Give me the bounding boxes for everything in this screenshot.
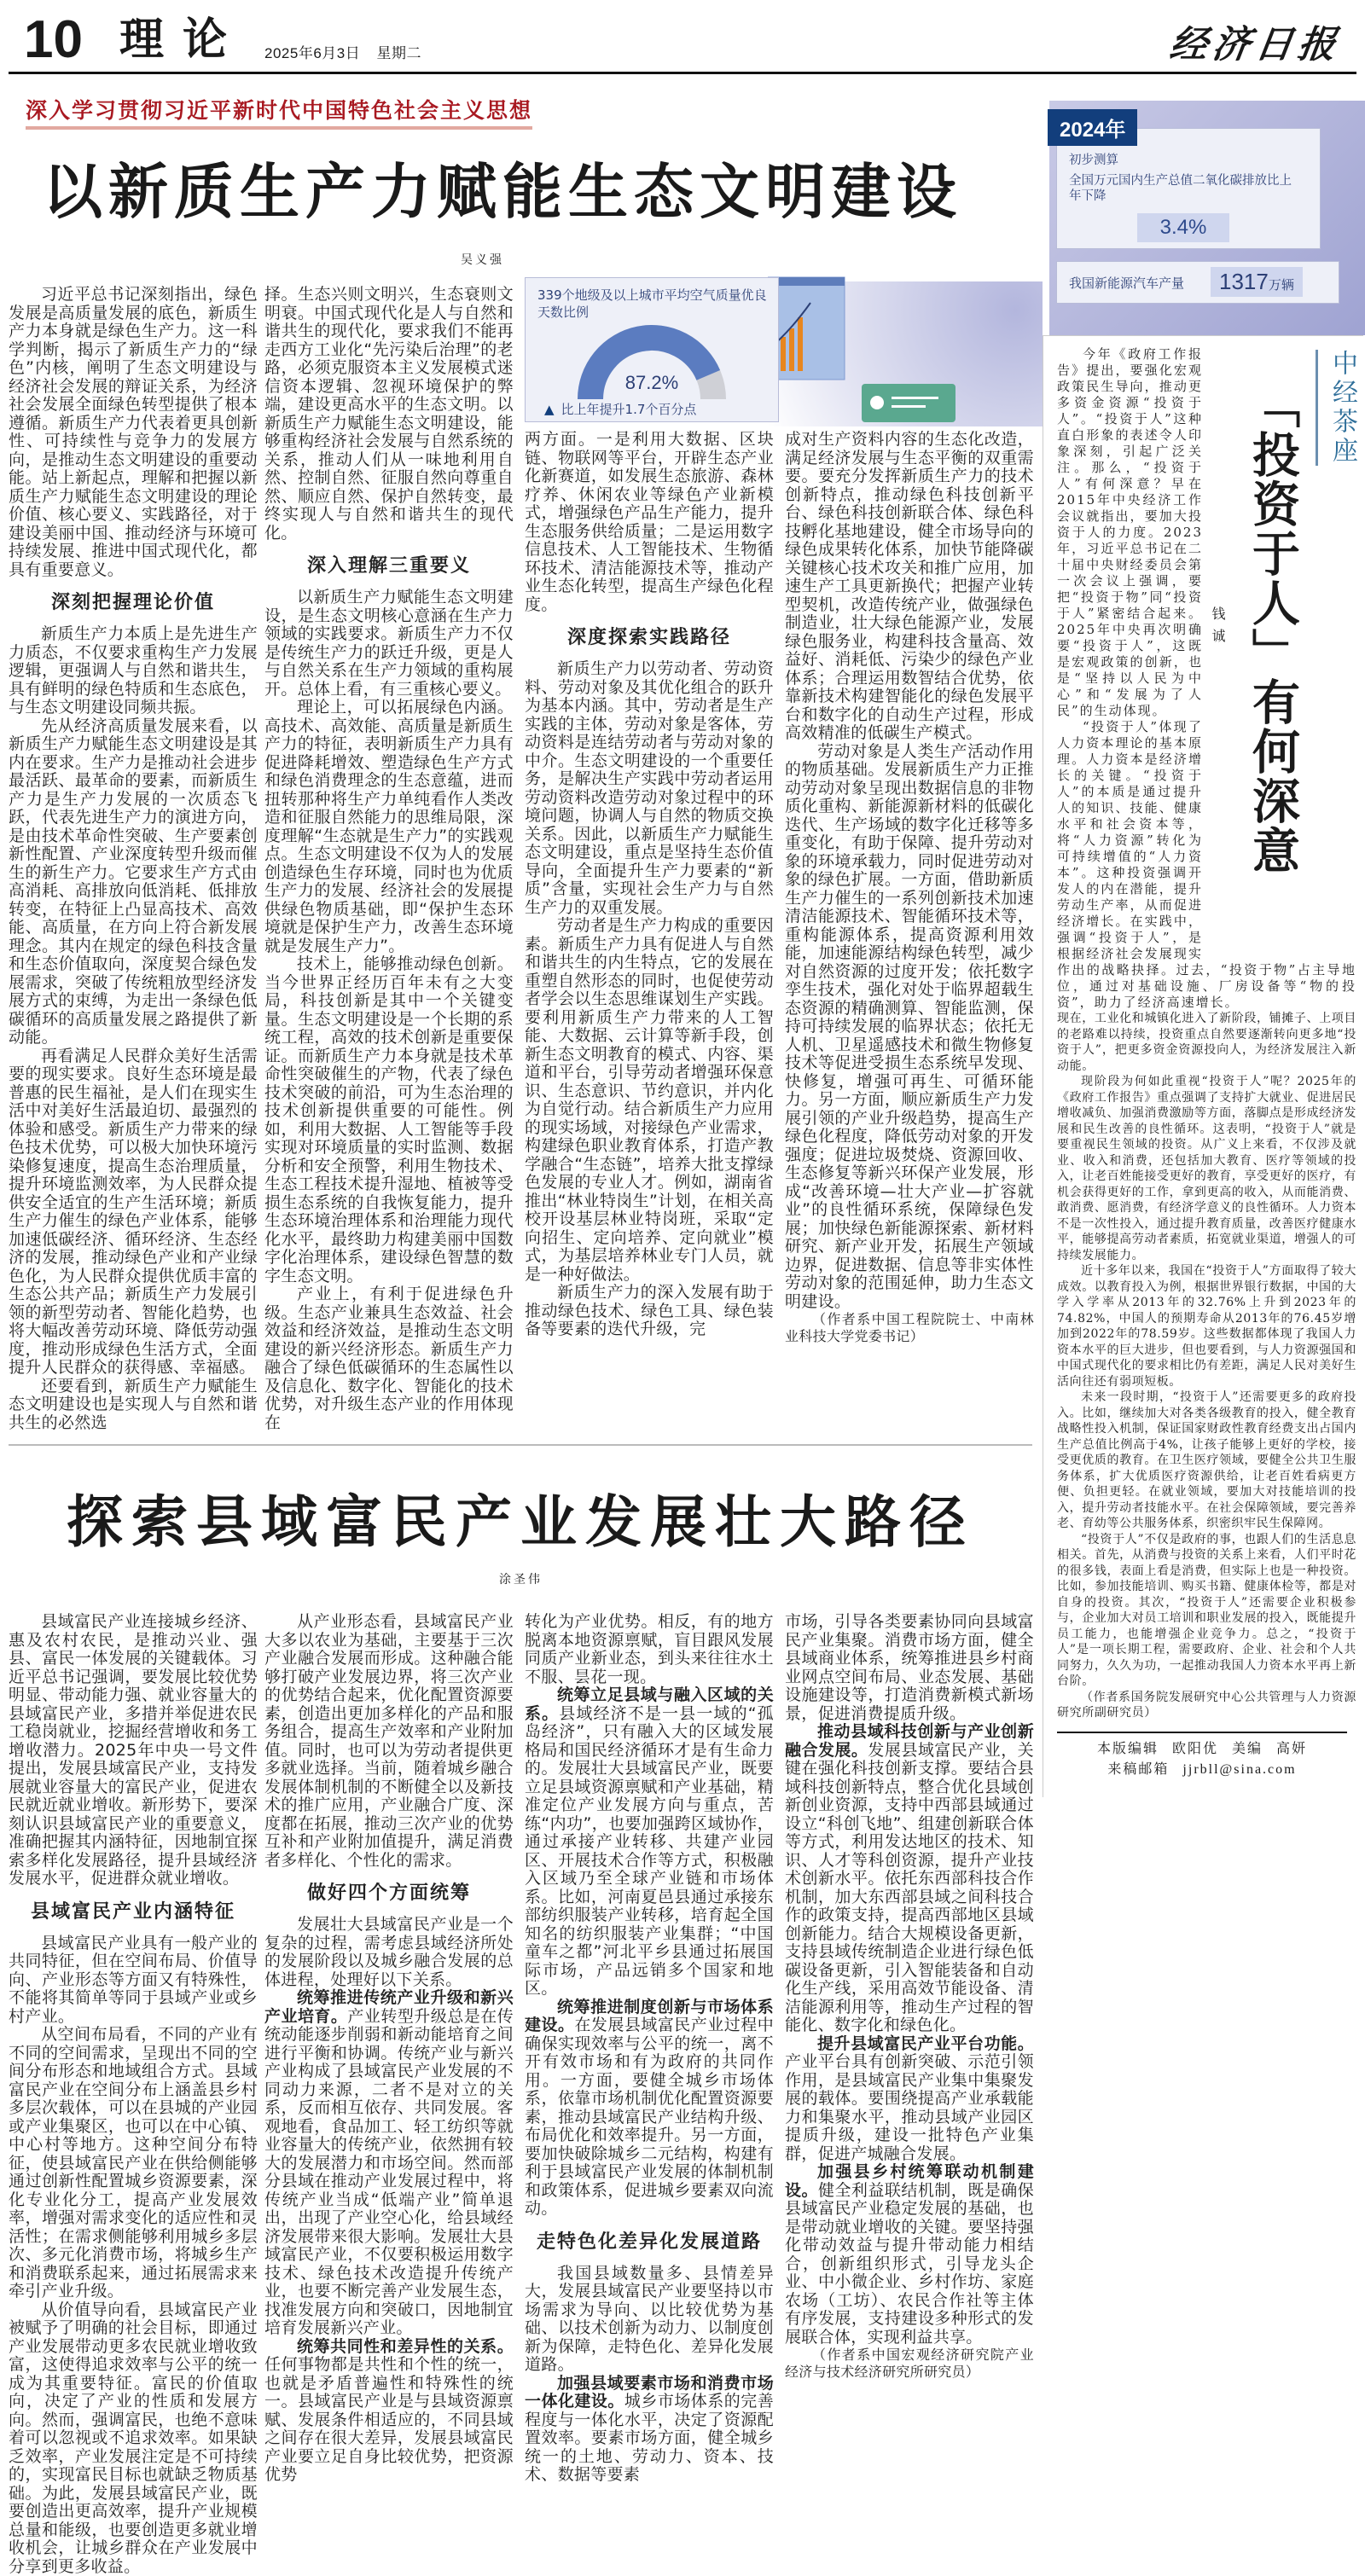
section-heading: 深度探索实践路径 [525, 626, 774, 650]
newspaper-logo: 经济日报 [1167, 14, 1345, 68]
article2-column-4 [785, 1613, 1034, 2381]
year-badge: 2024年 [1048, 109, 1137, 146]
paragraph-text: 城乡市场体系的完善程度与一体化水平，决定了资源配置效率。要素市场方面，健全城乡统一的土地、劳动力、资本、技术、数据等要素 [525, 2392, 774, 2484]
author-note: （作者系中国工程院院士、中南林业科技大学党委书记） [785, 1311, 1034, 1345]
lead-paragraph [264, 1989, 514, 2338]
lead-paragraph [525, 1686, 774, 1999]
paragraph: 择。生态兴则文明兴，生态衰则文明衰。中国式现代化是人与自然和谐共生的现代化，要求我们不能再走西方工业化“先污染后治理”的老路，必须克服资本主义发展模式迷信资本逻辑、忽视环境保护的弊端，建设更高水平的生态文明。以新质生产力赋能生态文明建设，能够重构经济社会发展与自然系统的关系，推动人们从一味地利用自然、控制自然、征服自然向尊重自然、顺应自然、保护自然转变，最终实现人与自然和谐共生的现代化。 [264, 286, 514, 542]
paragraph: 新质生产力本质上是先进生产力质态，不仅要求重构生产力发展逻辑，更强调人与自然和谐共生，具有鲜明的绿色特质和生态底色，与生态文明建设同频共振。 [9, 625, 258, 717]
paragraph: 从产业形态看，县域富民产业大多以农业为基础，主要基于三次产业融合发展而形成。这种融合能够打破产业发展边界，将三次产业的优势结合起来，优化配置资源要素，创造出更加多样化的产品和服务组合，提高生产效率和产业附加值。同时，也可以为劳动者提供更多就业选择。当前，随着城乡融合发展体制机制的不断健全以及新技术的推广应用，产业融合广度、深度都在拓展，推动三次产业的优势互补和产业附加值提升，满足消费者多样化、个性化的需求。 [264, 1613, 514, 1870]
paragraph: 发展壮大县域富民产业是一个复杂的过程，需考虑县域经济所处的发展阶段以及城乡融合发展的总体进程，处理好以下关系。 [264, 1916, 514, 1989]
paragraph-text: 产业平台具有创新突破、示范引领作用，是县域富民产业集中集聚发展的载体。要围绕提高产业承载能力和集聚水平，推动县域产业园区提质升级，建设一批特色产业集群，促进产城融合发展。 [785, 2052, 1034, 2163]
lead-phrase: 统筹推进传统产业升级和新兴产业培育。 [264, 1988, 514, 2026]
article2-column-2 [264, 1613, 514, 2485]
article1-title: 以新质生产力赋能生态文明建设 [43, 154, 1015, 230]
lead-phrase: 加强县乡村统筹联动机制建设。 [785, 2162, 1034, 2200]
up-triangle-icon: ▲ [544, 402, 555, 417]
paragraph: 两方面。一是利用大数据、区块链、物联网等平台，开辟生态产业化新赛道，如发展生态旅游、森林疗养、休闲农业等绿色产业新模式，增强绿色产品生产能力，提升生态服务供给质量；二是运用数字信息技术、人工智能技术、生物循环技术、清洁能源技术等，推动产业生态化转型，提高生产绿色化程度。 [525, 431, 774, 614]
author-note: （作者系国务院发展研究中心公共管理与人力资源研究所副研究员） [1057, 1690, 1356, 1721]
paragraph: 近十多年以来，我国在“投资于人”方面取得了较大成效。以教育投入为例，根据世界银行数据，中国的大学入学率从2013年的32.76%上升到2023年的74.82%，中国人的预期寿命从2013年的76.45岁增加到2022年的78.59岁。这些数据都体现了我国人力资本水平的巨大进步，但也要看到，与人力资源强国和中国式现代化的要求相比仍有差距，满足人民对美好生活向往还有弱项短板。 [1057, 1263, 1356, 1390]
paragraph: 现在，工业化和城镇化进入了新阶段，铺摊子、上项目的老路难以持续，投资重点自然要逐渐转向更多地“投资于人”，把更多资金资源投向人，为经济发展注入新动能。 [1057, 1011, 1356, 1074]
air-value: 87.2% [526, 372, 778, 394]
paragraph: 从价值导向看，县域富民产业被赋予了明确的社会目标，即通过产业发展带动更多农民就业增收致富，这使得追求效率与公平的统一成为其重要特征。富民的价值取向，决定了产业的性质和发展方向。然而，强调富民，也绝不意味着可以忽视或不追求效率。如果缺乏效率，产业发展注定是不可持续的，实现富民目标也就缺乏物质基础。为此，发展县域富民产业，既要创造出更高效率，提升产业规模总量和能级，也要创造更多就业增收机会，让城乡群众在产业发展中分享到更多收益。 [9, 2301, 258, 2576]
carbon-value: 3.4% [1137, 213, 1229, 242]
series-kicker: 深入学习贯彻习近平新时代中国特色社会主义思想 [26, 94, 532, 130]
nev-value-box [1211, 267, 1303, 297]
paragraph: 劳动对象是人类生产活动作用的物质基础。发展新质生产力正推动劳动对象呈现出数据信息的非物质化重构、新能源新材料的低碳化迭代、生产场域的数字化迁移等多重变化，有助于保障、提升劳动对象的环境承载力，同时促进劳动对象的绿色扩展。一方面，借助新质生产力催生的一系列创新技术加速清洁能源技术、智能循环技术等，重构能源体系，提高资源利用效能，加速能源结构绿色转型，减少对自然资源的过度开发；依托数字孪生技术，强化对处于临界超载生态资源的精确测算、智能监测，保持可持续发展的临界状态；依托无人机、卫星遥感技术和微生物修复技术等促进受损生态系统早发现、快修复，增强可再生、可循环能力。另一方面，顺应新质生产力发展引领的产业升级趋势，提高生产绿色化程度，降低劳动对象的开发强度；促进垃圾焚烧、资源回收、生态修复等新兴环保产业发展，形成“改善环境—壮大产业—扩容就业”的良性循环系统，保障绿色发展；加快绿色新能源探索、新材料研究、新产业开发，拓展生产领域边界，促进数据、信息等非实体性劳动对象的范围延伸，助力生态文明建设。 [785, 743, 1034, 1312]
section-heading: 深刻把握理论价值 [9, 591, 258, 615]
lead-paragraph [785, 1723, 1034, 2035]
sidebar-title: 「投资于人」有何深意 [1242, 380, 1302, 875]
sidebar-header [1203, 346, 1356, 954]
editorial-footer [1057, 1738, 1347, 1780]
author-note: （作者系中国宏观经济研究院产业经济与技术经济研究所研究员） [785, 2347, 1034, 2381]
paragraph: 市场，引导各类要素协同向县域富民产业集聚。消费市场方面，健全县域商业体系，统筹推进县乡村商业网点空间布局、业态发展、基础设施建设等，打造消费新模式新场景，促进消费提质升级。 [785, 1613, 1034, 1723]
paragraph: 技术上，能够推动绿色创新。当今世界正经历百年未有之大变局，科技创新是其中一个关键变量。生态文明建设是一个长期的系统工程，高效的技术创新是重要保证。而新质生产力本身就是技术革命性突破催生的产物，代表了绿色技术突破的前沿，可为生态治理的技术创新提供重要的可能性。例如，利用大数据、人工智能等手段实现对环境质量的实时监测、数据分析和安全预警，利用生物技术、生态工程技术提升湿地、植被等受损生态系统的自我恢复能力，提升生态环境治理体系和治理能力现代化水平，最终助力构建美丽中国数字化治理体系，建设绿色智慧的数字生态文明。 [264, 955, 514, 1285]
weekday: 星期二 [376, 45, 421, 61]
lead-paragraph [525, 1999, 774, 2219]
article1-column-2 [264, 286, 514, 1432]
section-heading: 县域富民产业内涵特征 [9, 1900, 258, 1924]
designer-name: 高妍 [1276, 1740, 1307, 1756]
paragraph: 未来一段时期，“投资于人”还需要更多的政府投入。比如，继续加大对各类各级教育的投入，健全教育战略性投入机制，保证国家财政性教育经费支出占国内生产总值比例高于4%，让孩子能够上更好的学校，接受更优质的教育。在卫生医疗领域，要健全公共卫生服务体系，扩大优质医疗资源供给，让老百姓看病更方便、负担更轻。在就业领域，要加大对技能培训的投入，提升劳动者技能水平。在社会保障领域，要完善养老、育幼等公共服务体系，织密织牢民生保障网。 [1057, 1390, 1356, 1532]
article2-column-3 [525, 1613, 774, 2485]
lead-phrase: 统筹共同性和差异性的关系。 [297, 2337, 514, 2356]
lead-paragraph [525, 2375, 774, 2485]
lead-phrase: 统筹推进制度创新与市场体系建设。 [525, 1998, 774, 2035]
lead-phrase: 统筹立足县域与融入区域的关系。 [525, 1685, 774, 1723]
air-label: 339个地级及以上城市平均空气质量优良天数比例 [537, 287, 768, 321]
paragraph: 县域富民产业具有一般产业的共同特征，但在空间布局、价值导向、产业形态等方面又有特殊性，不能将其简单等同于县域产业或乡村产业。 [9, 1935, 258, 2027]
section-heading: 深入理解三重要义 [264, 554, 514, 578]
lead-paragraph [785, 2035, 1034, 2164]
lead-paragraph [785, 2163, 1034, 2347]
column-name: 中经茶座 [1316, 350, 1361, 466]
nev-label: 我国新能源汽车产量 [1069, 274, 1184, 292]
paragraph: 县域富民产业连接城乡经济、惠及农村农民，是推动兴业、强县、富民一体发展的关键载体。习近平总书记强调，要发展比较优势明显、带动能力强、就业容量大的县域富民产业，多措并举促进农民工稳岗就业，挖掘经营增收和务工增收潜力。2025年中央一号文件提出，发展县域富民产业，支持发展就业容量大的富民产业，促进农民就近就业增收。新形势下，要深刻认识县域富民产业的重要意义，准确把握其内涵特征，因地制宜探索多样化发展路径，提升县域经济发展水平，促进群众就业增收。 [9, 1613, 258, 1888]
article2-body [0, 1613, 1034, 2576]
email-label: 来稿邮箱 [1107, 1761, 1169, 1777]
paragraph: 从空间布局看，不同的产业有不同的空间需求，呈现出不同的空间分布形态和地域组合方式。县域富民产业在空间分布上涵盖县乡村多层次载体，可以在县城的产业园或产业集聚区，也可以在中心镇、中心村等地方。这种空间分布特征，使县域富民产业在供给侧能够通过创新性配置城乡资源要素，深化专业化分工，提高产业发展效率，增强对需求变化的适应性和灵活性；在需求侧能够利用城乡多层次、多元化消费市场，将城乡生产和消费联系起来，通过拓展需求来牵引产业升级。 [9, 2026, 258, 2301]
carbon-line1: 初步测算 [1069, 153, 1320, 168]
article2-column-1 [9, 1613, 258, 2576]
article1-author: 吴义强 [461, 251, 504, 268]
footer-rule [1057, 1732, 1347, 1733]
paragraph: 再看满足人民群众美好生活需要的现实要求。良好生态环境是最普惠的民生福祉，是人们在现实生活中对美好生活最迫切、最强烈的体验和感受。新质生产力带来的绿色技术优势，可以极大加快环境污染修复速度，提高生态治理质量，提升环境监测效率，为人民群众提供安全适宜的生产生活环境；新质生产力催生的绿色产业体系，能够加速低碳经济、循环经济、生态经济的发展，推动绿色产业和产业绿色化，为人民群众提供优质丰富的生态公共产品；新质生产力发展引领的新型劳动者、智能化趋势，也将大幅改善劳动环境、降低劳动强度，推动形成绿色生活方式，全面提升人民群众的获得感、幸福感。 [9, 1047, 258, 1378]
sidebar-author: 钱诚 [1208, 606, 1228, 651]
paragraph: 先从经济高质量发展来看，以新质生产力赋能生态文明建设是其内在要求。生产力是推动社会进步最活跃、最革命的要素，而新质生产力是生产力发展的一次质态飞跃，代表先进生产力的演进方向，是由技术革命性突破、生产要素创新性配置、产业深度转型升级而催生的新生产力。它要求生产方式由高消耗、高排放向低消耗、低排放转变，在特征上凸显高技术、高效能、高质量，在方向上符合新发展理念。其内在规定的绿色科技含量和生态价值取向，深度契合绿色发展需求，突破了传统粗放型经济发展方式的束缚，为走出一条绿色低碳循环的高质量发展之路提供了新动能。 [9, 717, 258, 1047]
paragraph: 以新质生产力赋能生态文明建设，是生态文明核心意涵在生产力领域的实践要求。新质生产力不仅是传统生产力的跃迁升级，更是人与自然关系在生产力领域的重构展开。总体上看，有三重核心要义。 [264, 589, 514, 699]
article2-title: 探索县域富民产业发展壮大路径 [51, 1483, 990, 1560]
paragraph: 新质生产力以劳动者、劳动资料、劳动对象及其优化组合的跃升为基本内涵。其中，劳动者是生产实践的主体，劳动对象是客体，劳动资料是连结劳动者与劳动对象的中介。生态文明建设的一个重要任务，是解决生产实践中劳动者运用劳动资料改造劳动对象过程中的环境问题，协调人与自然的物质交换关系。因此，以新质生产力赋能生态文明建设，重点是坚持生态价值导向，全面提升生产力要素的“新质”含量，实现社会生产力与自然生产力的双重发展。 [525, 660, 774, 917]
editor-name: 欧阳优 [1172, 1740, 1218, 1756]
paragraph-text: 县域经济不是一县一域的“孤岛经济”，只有融入大的区域发展格局和国民经济循环才是有生命力的。发展壮大县域富民产业，既要立足县域资源禀赋和产业基础，精准定位产业发展方向与重点，苦练“内功”，也要加强跨区域协作，通过承接产业转移、共建产业园区、开展技术合作等方式，积极融入区域乃至全球产业链和市场体系。比如，河南夏邑县通过承接东部纺织服装产业转移，培育起全国知名的纺织服装产业集群；“中国童车之都”河北平乡县通过拓展国际市场，产品远销多个国家和地区。 [525, 1704, 774, 1999]
paragraph-text: 产业转型升级总是在传统动能逐步削弱和新动能培育之间进行平衡和协调。传统产业与新兴产业构成了县域富民产业发展的不同动力来源，二者不是对立的关系，反而相互依存、共同发展。客观地看，食品加工、轻工纺织等就业容量大的传统产业，依然拥有较大的发展潜力和市场空间。然而部分县域在推动产业发展过程中，将传统产业当成“低端产业”简单退出，出现了产业空心化，给县域经济发展带来很大影响。发展壮大县域富民产业，不仅要积极运用数字技术、绿色技术改造提升传统产业，也要不断完善产业发展生态，找准发展方向和突破口，因地制宜培育发展新兴产业。 [264, 2007, 514, 2338]
nev-card [1056, 261, 1339, 304]
lead-paragraph [264, 2338, 514, 2485]
paragraph-text: 发展县域富民产业，关键在强化科技创新支撑。要结合县域科技创新特点，整合优化县域创新创业资源，支持中西部县域通过设立“科创飞地”、组建创新联合体等方式，利用发达地区的技术、知识、人才等科创资源，提升产业技术创新水平。依托东西部科技合作机制，加大东西部县域之间科技合作的政策支持，提高西部地区县域创新能力。结合大规模设备更新，支持县域传统制造企业进行绿色低碳设备更新，引入智能装备和自动化生产线，采用高效节能设备、清洁能源利用等，推动生产过程的智能化、数字化和绿色化。 [785, 1741, 1034, 2035]
section-heading: 做好四个方面统筹 [264, 1882, 514, 1906]
paragraph: 还要看到，新质生产力赋能生态文明建设也是实现人与自然和谐共生的必然选 [9, 1378, 258, 1433]
designer-label: 美编 [1232, 1740, 1263, 1756]
article-divider [9, 1444, 1032, 1446]
paragraph-text: 健全利益联结机制，既是确保县域富民产业稳定发展的基础，也是带动就业增收的关键。要坚持强化带动效益与提升带动能力相结合，创新组织形式，引导龙头企业、中小微企业、乡村作坊、家庭农场（工坊）、农民合作社等主体有序发展，支持建设多种形式的发展联合体，实现利益共享。 [785, 2181, 1034, 2347]
submission-email[interactable]: jjrbll@sina.com [1182, 1762, 1296, 1777]
paragraph: 今年《政府工作报告》提出，要强化宏观政策民生导向，推动更多资金资源“投资于人”。“投资于人”这种直白形象的表述令人印象深刻，引起广泛关注。那么，“投资于人”有何深意？早在2015年中央经济工作会议就指出，要加大投资于人的力度。2023年，习近平总书记在二十届中央财经委员会第一次会议上强调，要把“投资于物”同“投资于人”紧密结合起来。2025年中央再次明确要“投资于人”，这既是宏观政策的创新，也是“坚持以人民为中心”和“发展为了人民”的生动体现。 [1057, 346, 1356, 719]
paragraph: “投资于人”体现了人力资本理论的基本原理。人力资本是经济增长的关键。“投资于人”的本质是通过提升人的知识、技能、健康水平和社会资本等，将“人力资源”转化为可持续增值的“人力资本”。这种投资强调开发人的内在潜能，提升劳动生产率，从而促进经济增长。在实践中，强调“投资于人”，是根据经济社会发展现实作出的战略抉择。过去，“投资于物”占主导地位，通过对基础设施、厂房设备等“物的投资”，助力了经济高速增长。 [1057, 719, 1356, 1011]
article1-column-4 [785, 431, 1034, 1345]
paragraph-text: 任何事物都是共性和个性的统一，也就是矛盾普遍性和特殊性的统一。县域富民产业是与县域资源禀赋、发展条件相适应的，不同县域之间存在很大差异，发展县域富民产业要立足自身比较优势，把资源优势 [264, 2355, 514, 2484]
section-heading: 走特色化差异化发展道路 [525, 2231, 774, 2254]
paragraph: 我国县域数量多、县情差异大，发展县域富民产业要坚持以市场需求为导向、以比较优势为基础、以技术创新为动力、以制度创新为保障，走特色化、差异化发展道路。 [525, 2265, 774, 2375]
paragraph: 转化为产业优势。相反，有的地方脱离本地资源禀赋，盲目跟风发展同质产业新业态，到头来往往水土不服、昙花一现。 [525, 1613, 774, 1686]
paragraph: 成对生产资料内容的生态化改造，满足经济发展与生态平衡的双重需要。要充分发挥新质生产力的技术创新特点，推动绿色科技创新平台、绿色科技创新联合体、绿色科技孵化基地建设，健全市场导向的绿色成果转化体系，加快节能降碳关键核心技术攻关和推广应用，加速生产工具更新换代；把握产业转型契机，改造传统产业，做强绿色制造业，壮大绿色能源产业，发展绿色服务业，构建科技含量高、效益好、消耗低、污染少的绿色产业体系；合理运用数智结合优势，依靠新技术构建智能化的绿色发展平台和数字化的自动生产过程，形成高效精准的低碳生产模式。 [785, 431, 1034, 743]
lead-phrase: 提升县域富民产业平台功能。 [817, 2034, 1034, 2053]
section-name: 理论 [119, 12, 246, 68]
carbon-line2: 全国万元国内生产总值二氧化碳排放比上年下降 [1069, 173, 1299, 204]
paragraph: 理论上，可以拓展绿色内涵。高技术、高效能、高质量是新质生产力的特征，表明新质生产力具有促进降耗增效、塑造绿色生产方式和绿色消费理念的生态意蕴，进而扭转那种将生产力单纯看作人类改造和征服自然能力的思维局限，深度理解“生态就是生产力”的实践观点。生态文明建设不仅为人的发展创造绿色生存环境，同时也为优质生产力的发展、经济社会的发展提供绿色物质基础，即“保护生态环境就是保护生产力，改善生态环境就是发展生产力”。 [264, 699, 514, 955]
article2-author: 涂圣伟 [499, 1570, 1034, 1587]
paragraph: “投资于人”不仅是政府的事，也跟人们的生活息息相关。首先，从消费与投资的关系上来看，人们平时花的很多钱，表面上看是消费，但实际上也是一种投资。比如，参加技能培训、购买书籍、健康体检等，都是对自身的投资。其次，“投资于人”还需要企业积极参与，企业加大对员工培训和职业发展的投入，既能提升员工能力，也能增强企业竞争力。总之，“投资于人”是一项长期工程，需要政府、企业、社会和个人共同努力，久久为功，一起推动我国人力资本水平再上新台阶。 [1057, 1532, 1356, 1690]
lead-phrase: 加强县域要素市场和消费市场一体化建设。 [525, 2374, 774, 2411]
lead-phrase: 推动县域科技创新与产业创新融合发展。 [785, 1722, 1034, 1760]
sidebar-box [1043, 335, 1363, 1797]
paragraph: 现阶段为何如此重视“投资于人”呢？2025年的《政府工作报告》重点强调了支持扩大就业、促进居民增收减负、加强消费激励等方面，落脚点是形成经济发展和民生改善的良性循环。这表明，“投资于人”就是要重视民生领域的投资。从广义上来看，不仅涉及就业、收入和消费，还包括加大教育、医疗等领域的投入，让老百姓能接受更好的教育，享受更好的医疗，有机会获得更好的工作，拿到更高的收入，从而能消费、敢消费、愿消费，有经济学意义的良性循环。人力资本不是一次性投入，通过提升教育质量，改善医疗健康水平，能够提高劳动者素质，拓宽就业渠道，增强人的可持续发展能力。 [1057, 1074, 1356, 1263]
sidebar-text-wide [1057, 1011, 1356, 1721]
paragraph: 习近平总书记深刻指出，绿色发展是高质量发展的底色，新质生产力本身就是绿色生产力。这一科学判断，揭示了新质生产力的“绿色”内核，阐明了生态文明建设与经济社会发展的辩证关系，为经济社会发展全面绿色转型提供了根本遵循。新质生产力代表着更具创新性、可持续性与竞争力的发展方向，是推动生态文明建设的重要动能。站上新起点，理解和把握以新质生产力赋能生态文明建设的理论价值、核心要义、实践路径，对于建设美丽中国、推动经济与环境可持续发展、推进中国式现代化，都具有重要意义。 [9, 286, 258, 579]
paragraph: 劳动者是生产力构成的重要因素。新质生产力具有促进人与自然和谐共生的内生特点，它的发展在重塑自然形态的同时，也促使劳动者学会以生态思维谋划生产实践。要利用新质生产力带来的人工智能、大数据、云计算等新手段，创新生态文明教育的模式、内容、渠道和平台，引导劳动者增强环保意识、生态意识、节约意识，并内化为自觉行动。结合新质生产力应用的现实场域，对接绿色产业需求，构建绿色职业教育体系，打造产教学融合“生态链”，培养大批支撑绿色发展的专业人才。例如，湖南省推出“林业特岗生”计划，在相关高校开设基层林业特岗班，采取“定向招生、定向培养、定向就业”模式，为基层培养林业专门人员，就是一种好做法。 [525, 917, 774, 1284]
paragraph: 产业上，有利于促进绿色升级。生态产业兼具生态效益、社会效益和经济效益，是推动生态文明建设的新兴经济形态。新质生产力融合了绿色低碳循环的生态属性以及信息化、数字化、智能化的技术优势，对升级生态产业的作用体现在 [264, 1285, 514, 1432]
date: 2025年6月3日 [264, 45, 360, 61]
article1-column-1 [9, 286, 258, 1432]
paragraph-text: 在发展县域富民产业过程中确保实现效率与公平的统一，离不开有效市场和有为政府的共同作用。一方面，要健全城乡市场体系，依靠市场机制优化配置资源要素，推动县域富民产业结构升级、布局优化和效率提升。另一方面，要加快破除城乡二元结构，构建有利于县域富民产业发展的体制机制和政策体系，促进城乡要素双向流动。 [525, 2016, 774, 2218]
nev-value: 1317 [1219, 269, 1269, 294]
page-number: 10 [24, 10, 83, 70]
article1-column-3 [525, 431, 774, 1339]
article1-body [0, 286, 1034, 1432]
nev-unit: 万辆 [1269, 278, 1294, 293]
editor-label: 本版编辑 [1097, 1740, 1159, 1756]
paragraph: 新质生产力的深入发展有助于推动绿色技术、绿色工具、绿色装备等要素的迭代升级，完 [525, 1284, 774, 1339]
air-delta-text: 比上年提升1.7个百分点 [561, 402, 697, 417]
